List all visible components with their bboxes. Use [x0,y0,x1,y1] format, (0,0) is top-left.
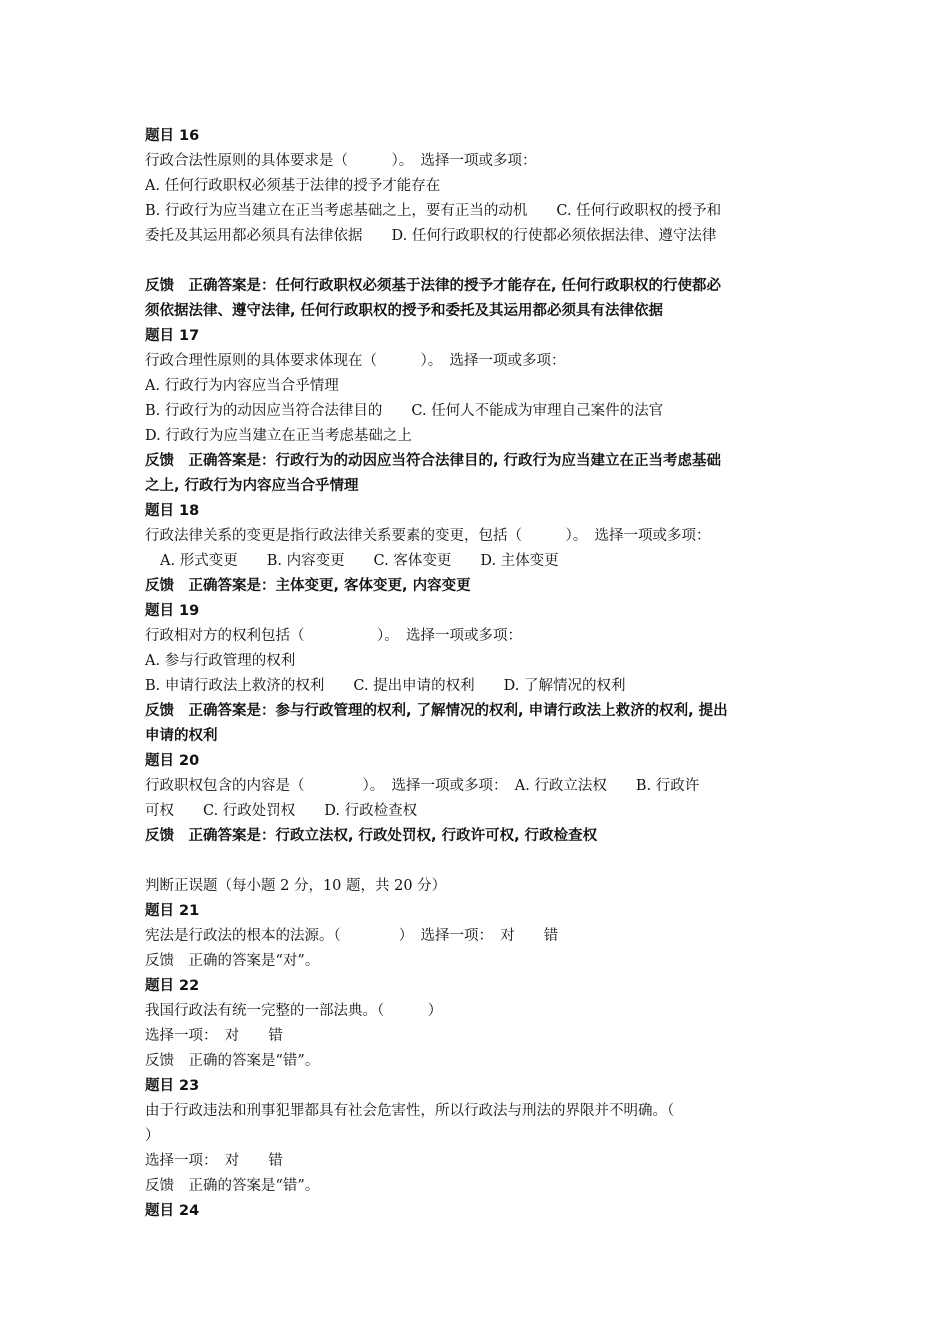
question-18-feedback: 反馈 正确答案是：主体变更, 客体变更, 内容变更 [145,578,471,594]
question-19-title: 题目 19 [145,603,200,619]
question-17-feedback: 反馈 正确答案是：行政行为的动因应当符合法律目的, 行政行为应当建立在正当考虑基础 [145,453,722,469]
question-18-title: 题目 18 [145,503,200,519]
question-22-stem: 我国行政法有统一完整的一部法典。（ ） [145,1003,443,1019]
question-16-options-line: B. 行政行为应当建立在正当考虑基础之上，要有正当的动机 C. 任何行政职权的授予和 [145,203,722,219]
question-17-title: 题目 17 [145,328,200,344]
question-16-stem: 行政合法性原则的具体要求是（ ）。 选择一项或多项： [145,153,537,169]
spacer [145,849,815,874]
question-23-stem: 由于行政违法和刑事犯罪都具有社会危害性，所以行政法与刑法的界限并不明确。（ [145,1103,675,1119]
question-19-feedback: 申请的权利 [145,728,218,744]
question-18-stem: 行政法律关系的变更是指行政法律关系要素的变更，包括（ ）。 选择一项或多项： [145,528,711,544]
question-19-feedback: 反馈 正确答案是：参与行政管理的权利, 了解情况的权利, 申请行政法上救济的权利, 提出 [145,703,728,719]
question-20-options-line: 可权 C. 行政处罚权 D. 行政检查权 [145,803,418,819]
question-17-feedback: 之上, 行政行为内容应当合乎情理 [145,478,359,494]
question-17-options-line: B. 行政行为的动因应当符合法律目的 C. 任何人不能成为审理自己案件的法官 [145,403,664,419]
question-16-options-line: 委托及其运用都必须具有法律依据 D. 任何行政职权的行使都必须依据法律、遵守法律 [145,228,717,244]
question-22-title: 题目 22 [145,978,200,994]
question-20-feedback: 反馈 正确答案是：行政立法权, 行政处罚权, 行政许可权, 行政检查权 [145,828,598,844]
question-23-feedback: 反馈 正确的答案是“错”。 [145,1178,320,1194]
question-16-feedback: 反馈 正确答案是：任何行政职权必须基于法律的授予才能存在, 任何行政职权的行使都必 [145,278,722,294]
question-17-option-a: A. 行政行为内容应当合乎情理 [145,378,339,394]
question-21-stem: 宪法是行政法的根本的法源。（ ） 选择一项： 对 错 [145,928,559,944]
spacer [145,249,815,274]
question-20-title: 题目 20 [145,753,200,769]
question-21-feedback: 反馈 正确的答案是“对”。 [145,953,320,969]
question-23-title: 题目 23 [145,1078,200,1094]
question-22-choices: 选择一项： 对 错 [145,1028,283,1044]
question-19-option-a: A. 参与行政管理的权利 [145,653,296,669]
question-19-stem: 行政相对方的权利包括（ ）。 选择一项或多项： [145,628,522,644]
question-23-stem: ） [145,1128,160,1144]
question-18-options: A. 形式变更 B. 内容变更 C. 客体变更 D. 主体变更 [160,553,559,569]
question-16-title: 题目 16 [145,128,200,144]
question-16-option-a: A. 任何行政职权必须基于法律的授予才能存在 [145,178,441,194]
question-23-choices: 选择一项： 对 错 [145,1153,283,1169]
question-20-stem: 行政职权包含的内容是（ ）。 选择一项或多项： A. 行政立法权 B. 行政许 [145,778,700,794]
document-page [145,124,815,1224]
question-24-title: 题目 24 [145,1203,200,1219]
section-heading: 判断正误题（每小题 2 分，10 题，共 20 分） [145,878,447,894]
question-17-stem: 行政合理性原则的具体要求体现在（ ）。 选择一项或多项： [145,353,566,369]
question-17-options-line: D. 行政行为应当建立在正当考虑基础之上 [145,428,412,444]
question-19-options-line: B. 申请行政法上救济的权利 C. 提出申请的权利 D. 了解情况的权利 [145,678,626,694]
question-22-feedback: 反馈 正确的答案是“错”。 [145,1053,320,1069]
question-21-title: 题目 21 [145,903,200,919]
question-16-feedback: 须依据法律、遵守法律, 任何行政职权的授予和委托及其运用都必须具有法律依据 [145,303,664,319]
